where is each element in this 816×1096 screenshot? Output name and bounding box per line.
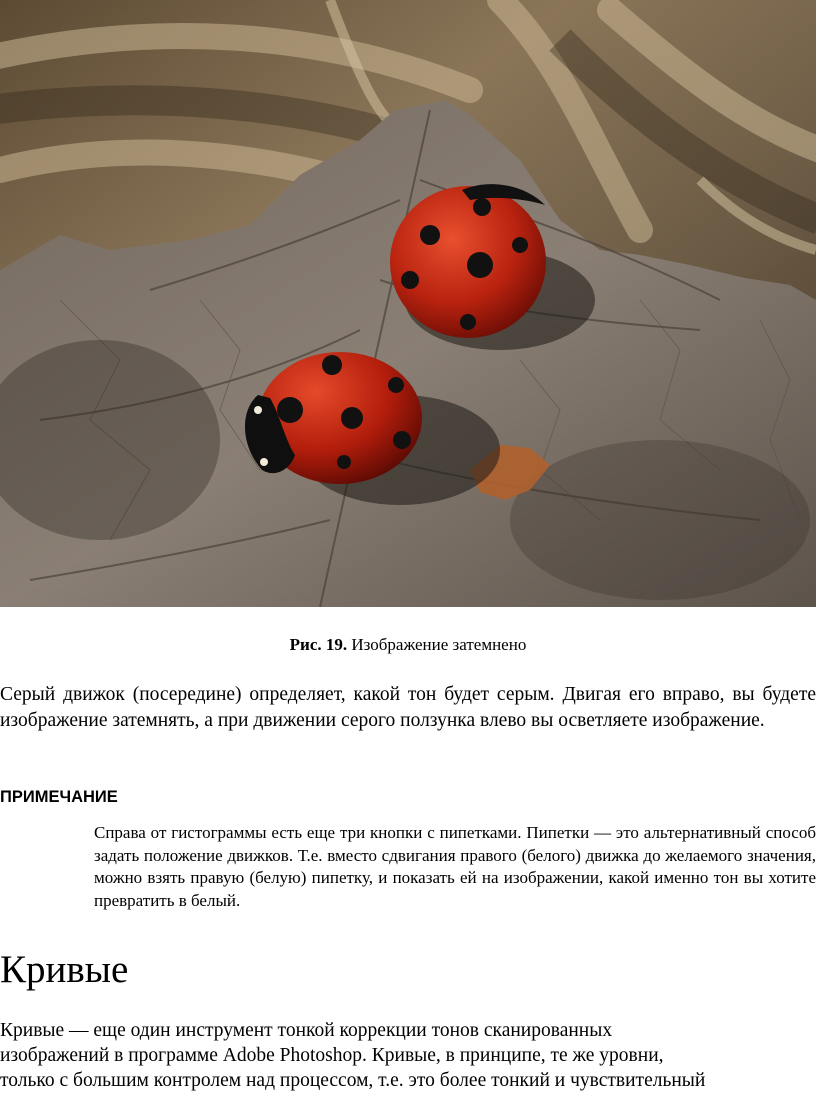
figure-caption <box>0 634 816 656</box>
curves-paragraph-line: изображений в программе Adobe Photoshop. Кривые, в принципе, те же уровни, <box>0 1045 664 1066</box>
curves-paragraph <box>0 1018 816 1093</box>
section-heading-curves: Кривые <box>0 948 129 991</box>
curves-paragraph-line: Кривые — еще один инструмент тонкой коррекции тонов сканированных <box>0 1020 613 1041</box>
note-body: Справа от гистограммы есть еще три кнопки с пипетками. Пипетки — это альтернативный способ задать положение движков. Т.е. вместо сдвигания правого (белого) движка до желаемого значения, можно взять правую (белую) пипетку, и показать ей на изображении, какой именно тон вы хотите превратить в белый. <box>94 823 816 910</box>
note-heading: ПРИМЕЧАНИЕ <box>0 788 118 806</box>
figure-caption-text: Изображение затемнено <box>347 635 527 654</box>
figure-label: Рис. 19. <box>289 635 348 654</box>
body-paragraph-gray-slider: Серый движок (посередине) определяет, какой тон будет серым. Двигая его вправо, вы будете изображение затемнять, а при движении серого ползунка влево вы осветляете изображение. <box>0 684 816 731</box>
curves-paragraph-line: только с большим контролем над процессом, т.е. это более тонкий и чувствительный <box>0 1070 706 1091</box>
